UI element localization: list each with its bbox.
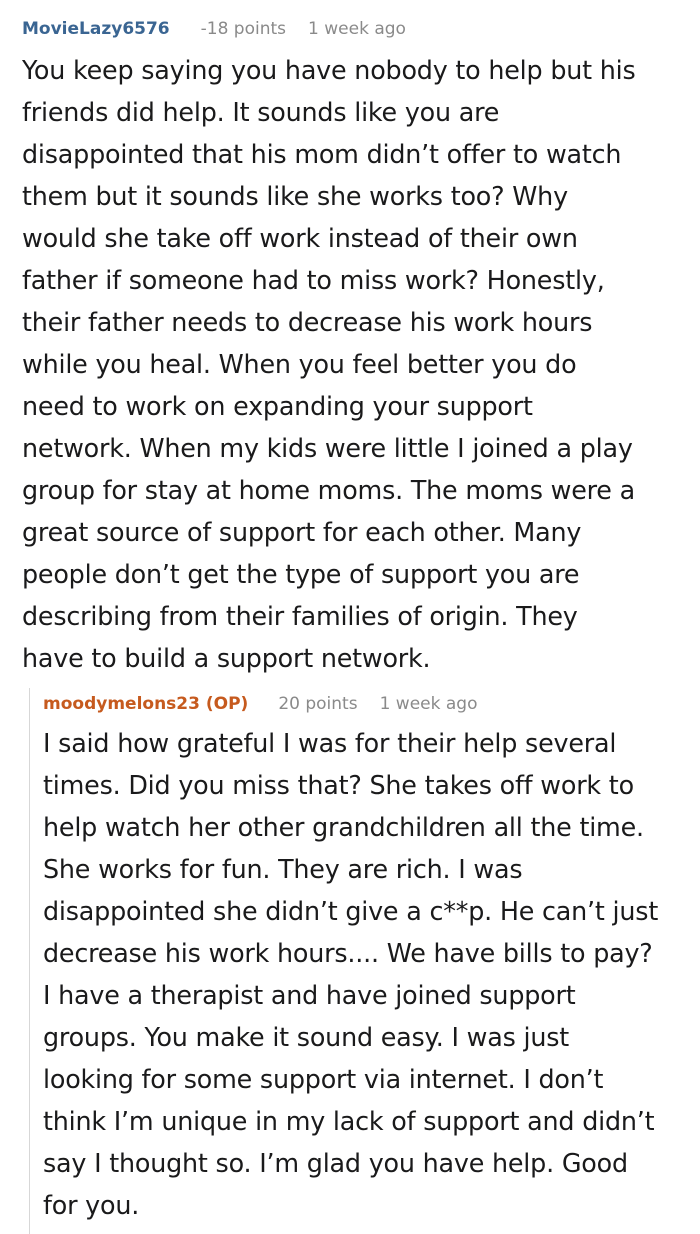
reply-author-link[interactable]: moodymelons23 (OP)	[43, 694, 249, 714]
reply-body-line: I said how grateful I was for their help several	[43, 728, 617, 758]
comment-body-line: describing from their families of origin. They	[22, 601, 578, 631]
comment-body-line: have to build a support network.	[22, 643, 431, 673]
reply-timestamp[interactable]: 1 week ago	[379, 694, 478, 714]
reply-body-line: say I thought so. I’m glad you have help. Good	[43, 1148, 628, 1178]
reply-body-line: think I’m unique in my lack of support and didn’t	[43, 1106, 655, 1136]
reply-body-line: I have a therapist and have joined support	[43, 980, 576, 1010]
comment-points: -18 points	[200, 19, 287, 39]
reply-body-line: decrease his work hours.... We have bills to pay?	[43, 938, 653, 968]
comment-body-line: great source of support for each other. Many	[22, 517, 582, 547]
comment-timestamp[interactable]: 1 week ago	[308, 19, 406, 39]
reply-points: 20 points	[278, 694, 358, 714]
reply-body-line: She works for fun. They are rich. I was	[43, 854, 523, 884]
reply-body-line: disappointed she didn’t give a c**p. He can’t just	[43, 896, 659, 926]
reply-body	[43, 722, 698, 1226]
comment-body-line: father if someone had to miss work? Honestly,	[22, 265, 605, 295]
comment-author-link[interactable]: MovieLazy6576	[22, 19, 170, 39]
reply-body-line: for you.	[43, 1190, 140, 1220]
comment-body-line: people don’t get the type of support you are	[22, 559, 580, 589]
reply-body-line: looking for some support via internet. I don’t	[43, 1064, 604, 1094]
comment-body-line: You keep saying you have nobody to help but his	[22, 55, 636, 85]
comment-body-line: friends did help. It sounds like you are	[22, 97, 500, 127]
reply-thread-line[interactable]	[29, 688, 30, 1234]
reply-body-line: groups. You make it sound easy. I was just	[43, 1022, 570, 1052]
comment-body-line: would she take off work instead of their own	[22, 223, 578, 253]
comment-body-line: group for stay at home moms. The moms were a	[22, 475, 635, 505]
comment-body-line: disappointed that his mom didn’t offer to watch	[22, 139, 622, 169]
comment-meta	[22, 19, 406, 39]
reply-body-line: help watch her other grandchildren all the time.	[43, 812, 644, 842]
comment-body-line: while you heal. When you feel better you do	[22, 349, 577, 379]
comment-body	[22, 49, 694, 679]
reply-meta	[43, 694, 477, 714]
comment-body-line: them but it sounds like she works too? Why	[22, 181, 568, 211]
comment-body-line: network. When my kids were little I joined a play	[22, 433, 633, 463]
reply-body-line: times. Did you miss that? She takes off work to	[43, 770, 634, 800]
comment-body-line: need to work on expanding your support	[22, 391, 533, 421]
comment-body-line: their father needs to decrease his work hours	[22, 307, 593, 337]
